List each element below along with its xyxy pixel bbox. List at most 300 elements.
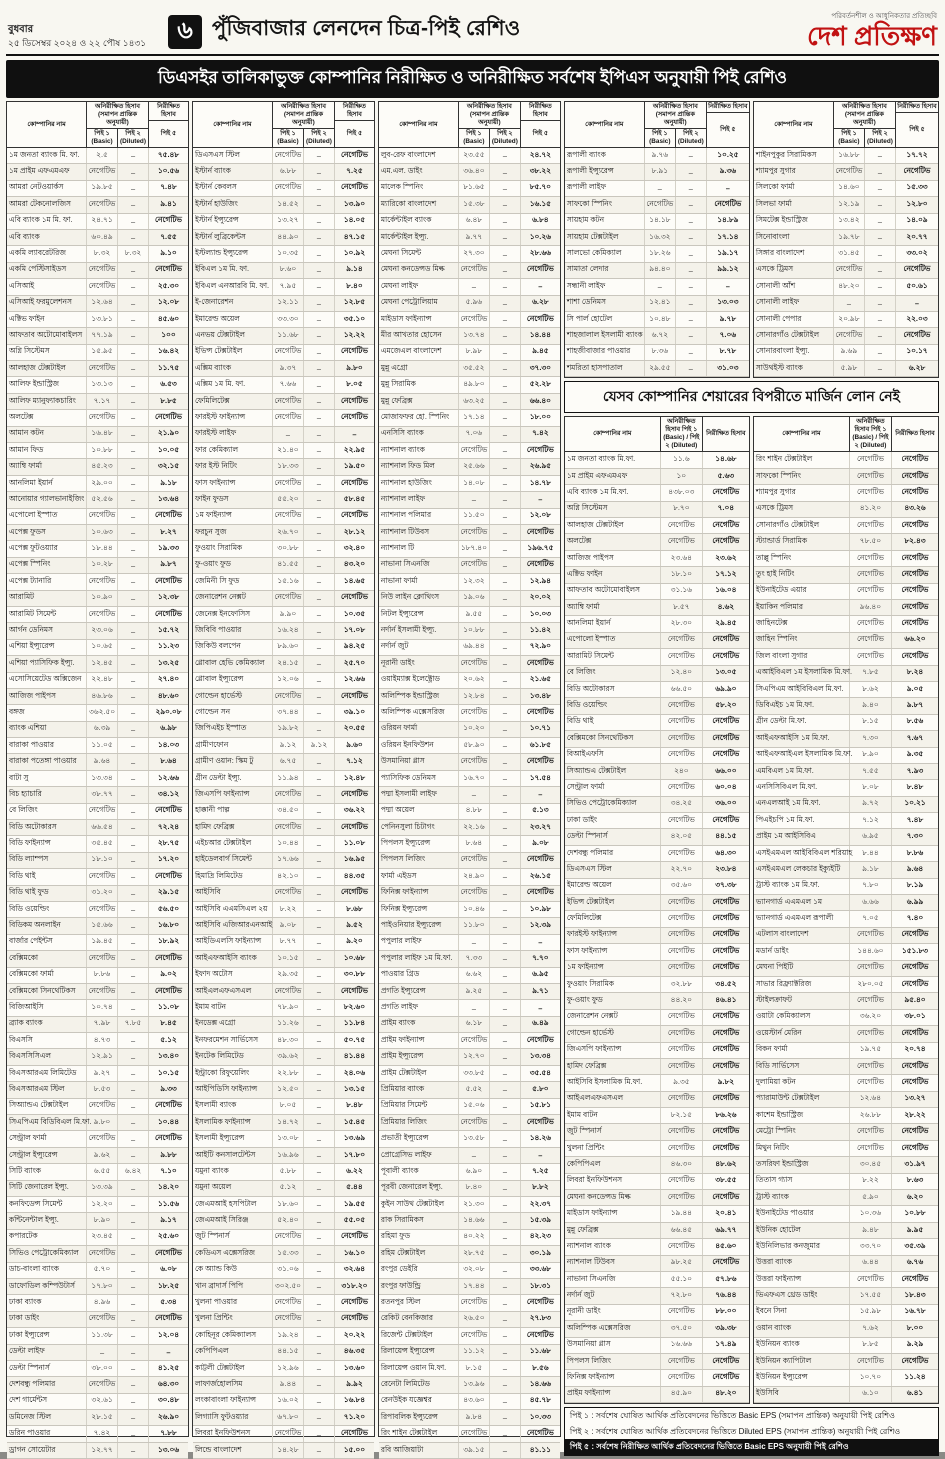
pe-value: ২০.৪১ (715, 1208, 737, 1218)
company-name: ফার্মা এইডস (379, 869, 459, 884)
pe-value: – (304, 820, 335, 835)
pe-value: – (118, 591, 149, 606)
pe-value: – (304, 1213, 335, 1228)
company-name: বিডি ওয়েল্ডিং (565, 698, 661, 713)
company-name: বিডি অটোকারস (565, 682, 661, 697)
company-name: তিতাস গ্যাস (754, 1174, 850, 1189)
pe-value: ১৬.৭০ (459, 771, 490, 786)
company-column-header: কোম্পানির নাম (193, 102, 273, 147)
pe-value: ৮.৯১ (645, 164, 676, 179)
company-name: জেনেক্স ইনফোসিস (193, 607, 273, 622)
company-name: লিবরা ইনফিউশনস (193, 1426, 273, 1441)
table-row (7, 476, 188, 492)
company-name: ইউসিবি (754, 1387, 850, 1402)
pe-value: ৩৬.২২ (343, 805, 366, 815)
table-row (754, 263, 938, 279)
pe-value: ১৪.৬৫ (343, 575, 366, 585)
pe-value: ৪৩.৬০ (459, 1394, 490, 1409)
pe-value: ৩৭.৫০ (661, 1321, 703, 1336)
pe-value: ১২.৩৯ (529, 920, 551, 930)
pe-value: ৭.৮৫ (850, 666, 892, 681)
pe-value: ৫২.২৮ (529, 379, 551, 389)
pe-value: নেগেটিভ (901, 929, 929, 939)
company-name: মডার্ন ডাইং (754, 944, 850, 959)
company-name: ঢাকা ইন্স্যুরেন্স (7, 1328, 87, 1343)
company-name: ফারইস্ট ফাইন্যান্স (193, 410, 273, 425)
table-row (193, 361, 374, 377)
company-name: সিমটেক্স ইন্ডাস্ট্রিজ (754, 214, 834, 229)
company-name: পিপলস লিজিং (565, 1354, 661, 1369)
table-row (754, 879, 938, 895)
table-row (7, 1377, 188, 1393)
pe-value: নেগেটিভ (901, 585, 929, 595)
pe-value: – (118, 722, 149, 737)
table-row (754, 797, 938, 813)
company-name: আইএফআইএল ইসলামিক মি.ফা. (754, 748, 850, 763)
pe-value: ৫৭.৮৬ (715, 1273, 737, 1283)
company-name: আনলিমা ইয়ার্ন (7, 476, 87, 491)
table-row (754, 214, 938, 230)
pe-value: ৮.৪০ (346, 280, 363, 290)
company-name: রেনেটা লিমিটেড (379, 1377, 459, 1392)
company-name: নর্দার্ন ইসলামী ইন্স্যু. (379, 623, 459, 638)
company-name: মোজাফফর হো. স্পিনিং (379, 410, 459, 425)
company-name: সোনালী লাইফ (754, 296, 834, 311)
company-name: উত্তরা ফাইন্যান্স (754, 1272, 850, 1287)
audited-title: নিরীক্ষিত হিসাব (896, 102, 938, 113)
pe2-header: পিই ২ (Diluted) (305, 130, 332, 145)
pe-value: ৬.২৮ (532, 297, 549, 307)
company-name: সিভিও পেট্রোকেমিক্যাল (7, 1246, 87, 1261)
pe-value: – (304, 1000, 335, 1015)
company-name: সেন্ট্রাল ফার্মা (7, 1131, 87, 1146)
pe-value: – (490, 509, 521, 524)
pe-value: ৮.৬০ (273, 263, 304, 278)
pe-value: ৩৩.৮৫ (459, 1066, 490, 1081)
company-name: নূরানী ডাইং (379, 656, 459, 671)
pe-value: ১০.৬৫ (87, 640, 118, 655)
pe-value: নেগেটিভ (903, 264, 931, 274)
pe-value: নেগেটিভ (903, 329, 931, 339)
pe-value: ১৮.২৫ (157, 1280, 180, 1290)
pe-value: – (490, 1246, 521, 1261)
table-row (754, 230, 938, 246)
company-name: মেট্রো স্পিনিং (754, 1124, 850, 1139)
pe-value: নেগেটিভ (526, 264, 554, 274)
pe-value: ১১.৫০ (459, 509, 490, 524)
pe-value: ১২.৫০ (273, 1082, 304, 1097)
pe-value: নেগেটিভ (340, 985, 368, 995)
pe-value: ১২.৭৭ (87, 1443, 118, 1458)
company-name: এনএলআই ১ম মি.ফা. (754, 797, 850, 812)
pe-value: ২.৫ (87, 148, 118, 163)
pe-value: – (304, 345, 335, 360)
pe-value: ৬.৭২ (645, 328, 676, 343)
company-name: ইভিন্স টেক্সটাইল (565, 895, 661, 910)
pe-value: ২৯.৩৫ (273, 968, 304, 983)
company-name: আইএলএফএসএল (193, 984, 273, 999)
pe-value: – (490, 656, 521, 671)
pe-value: ৭.৪৮ (906, 814, 924, 824)
pe-value: ৫.৭০ (87, 1263, 118, 1278)
company-name: জিল বাংলা সুগার (754, 649, 850, 664)
company-name: ফাস ফাইন্যান্স (565, 944, 661, 959)
pe-value: নেগেটিভ (712, 1355, 740, 1365)
pe-value: – (166, 1347, 171, 1357)
table-row (7, 509, 188, 525)
company-name: এসোসিয়েটেড অক্সিজেন (7, 673, 87, 688)
pe-value: – (118, 705, 149, 720)
pe-value: ৯৮.২৫ (661, 1256, 703, 1271)
table-row (379, 181, 560, 197)
table-row (754, 977, 938, 993)
company-name: সিএপিএম বিডিবিএল মি.ফা. (7, 1115, 87, 1130)
table-row (754, 600, 938, 616)
company-name: শাইনপুকুর সিরামিকস (754, 148, 834, 163)
pe-value: ৫.৮৮ (273, 1164, 304, 1179)
table-row (379, 1279, 560, 1295)
table-row (193, 673, 374, 689)
pe-value: – (304, 541, 335, 556)
pe-value: – (490, 1017, 521, 1032)
table-row (565, 600, 749, 616)
pe-value: – (118, 771, 149, 786)
table-row (379, 902, 560, 918)
table-row (565, 780, 749, 796)
table-row (754, 748, 938, 764)
company-name: পাওয়ার গ্রিড (379, 968, 459, 983)
company-name: কাট্টলী টেক্সটাইল (193, 1361, 273, 1376)
audited-column-header (896, 102, 938, 147)
table-row (565, 485, 749, 501)
pe-value: ২২.১৬ (459, 820, 490, 835)
pe-value: – (490, 410, 521, 425)
company-name: কন্টিনেন্টাল ইন্স্যু. (7, 1213, 87, 1228)
pe-value: ২৯.০০ (87, 476, 118, 491)
unaudited-column-header (834, 102, 896, 147)
company-name: হিমাদ্রি লিমিটেড (193, 869, 273, 884)
pe-value: – (304, 754, 335, 769)
company-name: অলটেক্স (565, 534, 661, 549)
table-row (7, 492, 188, 508)
pe-value: ৮.০০ (906, 1322, 924, 1332)
company-name: ইউনিয়ন ক্যাপিটাল (754, 1354, 850, 1369)
pe-value: নেগেটিভ (712, 634, 740, 644)
company-name: জুট স্পিনার্স (193, 1230, 273, 1245)
pe-value: নেগেটিভ (901, 601, 929, 611)
table-row (565, 1157, 749, 1173)
pe-value: – (304, 1295, 335, 1310)
table-row (379, 492, 560, 508)
table-row (7, 443, 188, 459)
pe-value: – (118, 1295, 149, 1310)
pe-value: ১০.২৫ (717, 149, 739, 159)
pe-value: ১১.০৮ (343, 838, 366, 848)
right-column-group (564, 101, 939, 1452)
company-name: প্রগতি ইন্স্যুরেন্স (379, 984, 459, 999)
pe-value: নেগেটিভ (87, 263, 118, 278)
table-row (754, 682, 938, 698)
pe-value: – (304, 492, 335, 507)
table-body (379, 148, 560, 1459)
pe-value: ২৮.২২ (904, 1109, 926, 1119)
pe-value: – (118, 1115, 149, 1130)
company-name: ফু-ওয়াং ফুড (193, 558, 273, 573)
company-name: ফেমিলিটেক্স (565, 911, 661, 926)
table-row (7, 1312, 188, 1328)
table-body (754, 148, 938, 377)
table-row (379, 1312, 560, 1328)
pe-value: ৯৯.১২ (717, 264, 739, 274)
pe-value: নেগেটিভ (661, 633, 703, 648)
pe-value: – (676, 328, 707, 343)
pe-value: – (490, 148, 521, 163)
table-header (565, 102, 749, 148)
pe-value: ১৬.৬৬ (661, 1338, 703, 1353)
table-row (379, 558, 560, 574)
company-name: ডিবিএইচ ১ম মি.ফা. (754, 698, 850, 713)
pe-value: নেগেটিভ (526, 1034, 554, 1044)
pe-value: ২৫.৬০ (157, 1231, 180, 1241)
pe-value: ১৪.৪৪ (529, 329, 551, 339)
pe-value: ১০.৯০ (87, 591, 118, 606)
table-row (754, 1157, 938, 1173)
pe-value: – (538, 282, 543, 292)
pe-value: ১০.৪৪ (157, 1116, 180, 1126)
company-name: সি পার্ল হোটেল (565, 312, 645, 327)
pe-value: ১৮৭.৪০ (459, 541, 490, 556)
pe-value: ৯.৮৮ (160, 1149, 177, 1159)
pe-value: নেগেটিভ (155, 1100, 182, 1110)
pe-value: ৫৬.৫০ (157, 903, 180, 913)
table-row (754, 862, 938, 878)
company-name: এনসিসি ব্যাংক (379, 427, 459, 442)
company-name: সাফকো স্পিনিং (754, 469, 850, 484)
table-row (754, 1321, 938, 1337)
table-row (193, 246, 374, 262)
pe-value: – (304, 197, 335, 212)
pe-value: ১২.২০ (87, 1197, 118, 1212)
pe-value: – (118, 1426, 149, 1441)
company-name: ফাইন ফুডস (193, 492, 273, 507)
pe-value: ৩৫.৩৯ (904, 1240, 926, 1250)
pe5-header: পিই ৫ (720, 126, 736, 133)
table-row (565, 977, 749, 993)
company-name: ন্যাশনাল ব্যাংক (565, 1239, 661, 1254)
company-name: ড্রাগন সোয়েটার (7, 1443, 87, 1458)
company-name: প্রগতি লাইফ (379, 1000, 459, 1015)
pe-value: ৯.২০ (346, 936, 363, 946)
pe-value: ৬.৯৯ (906, 896, 924, 906)
company-name: প্যাসিফিক ডেনিমস (379, 771, 459, 786)
table-row (565, 666, 749, 682)
company-name: উসমানিয়া গ্লাস (379, 754, 459, 769)
table-row (565, 1075, 749, 1091)
company-name: সিঅ্যান্ডএ টেক্সটাইল (7, 1099, 87, 1114)
pe-value: নেগেটিভ (661, 1141, 703, 1156)
table-row (754, 1124, 938, 1140)
pe-value: নেগেটিভ (87, 1099, 118, 1114)
pe-value: ২২.৭০ (661, 862, 703, 877)
pe-value: নেগেটিভ (712, 814, 740, 824)
pe-value: ৭.৩০ (906, 831, 924, 841)
pe-value: ৫০.৬১ (906, 280, 928, 290)
pe-value: – (118, 509, 149, 524)
company-name: ন্যাশনাল লাইফ (379, 492, 459, 507)
pe-value: – (490, 558, 521, 573)
pe-value: ৬৯.৭৭ (715, 1224, 737, 1234)
table-row (379, 148, 560, 164)
pe-value: নেগেটিভ (459, 656, 490, 671)
pe-value: ২০.৫৫ (343, 723, 366, 733)
pe-value: নেগেটিভ (340, 1428, 368, 1438)
pe-value: ৯.২৭ (87, 1066, 118, 1081)
company-column-header: কোম্পানির নাম (565, 102, 645, 147)
pe-value: নেগেটিভ (661, 1026, 703, 1041)
table-row (379, 1328, 560, 1344)
table-row (193, 656, 374, 672)
pe-value: ৭.৩০ (850, 731, 892, 746)
table-row (754, 1190, 938, 1206)
table-row (754, 1075, 938, 1091)
pe-value: ১৯.৪৫ (87, 935, 118, 950)
table-row (565, 246, 749, 262)
company-name: সিএপিএম আইবিবিএল মি.ফা. (754, 682, 850, 697)
company-name: খুলনা প্রিন্টিং (193, 1312, 273, 1327)
footnote-pe1: পিই ১ : সর্বশেষ ঘোষিত আর্থিক প্রতিবেদনের ভিত্তিতে Basic EPS (সমাপন প্রান্তিক) অনুযায়ী পিই রেশিও (569, 1411, 895, 1421)
company-name: জুট স্পিনার্স (565, 1124, 661, 1139)
table-row (193, 459, 374, 475)
pe-value: ৫.১২ (273, 1181, 304, 1196)
table-row (193, 1394, 374, 1410)
company-name: আইসিবি (193, 886, 273, 901)
pe-value: ২৩.৮৪ (715, 863, 737, 873)
table-row (7, 1164, 188, 1180)
pe-value: ১২.৩২ (459, 574, 490, 589)
pe-table-column-1 (6, 101, 189, 1456)
table-row (379, 673, 560, 689)
pe-value: ৮৯.৬০ (273, 640, 304, 655)
company-name: রহিমা ফুড (379, 1230, 459, 1245)
pe-table-column-3 (378, 101, 561, 1456)
pe-value: – (490, 1394, 521, 1409)
table-row (7, 1148, 188, 1164)
pe-value: ৯.৬৪ (87, 754, 118, 769)
table-row (565, 1338, 749, 1354)
pe-value: – (490, 591, 521, 606)
table-row (565, 1256, 749, 1272)
table-row (379, 623, 560, 639)
pe-value: – (118, 853, 149, 868)
pe-value: ১৮.৩১ (529, 1280, 551, 1290)
company-name: ন্যাশনাল পলিমার (379, 509, 459, 524)
pe-value: নেগেটিভ (87, 607, 118, 622)
pe-value: নেগেটিভ (273, 148, 304, 163)
table-row (565, 214, 749, 230)
company-name: ওরিয়ন ইনফিউশন (379, 738, 459, 753)
pe-value: ৩৩.৬৮ (529, 1264, 551, 1274)
pe-value: ১৩.৪৮ (529, 690, 551, 700)
pe-value: ৯.১৭ (160, 1215, 177, 1225)
table-row (379, 459, 560, 475)
pe-value: – (118, 1099, 149, 1114)
pe-value: ৫.১২ (160, 1034, 177, 1044)
company-name: আইটি কনসালটেন্টস (193, 1148, 273, 1163)
pe-value: ১২.৭০ (459, 1049, 490, 1064)
company-name: মেঘনা কনডেন্সড মিল্ক (565, 1190, 661, 1205)
pe-value: – (118, 263, 149, 278)
pe-value: ১৪.৬০ (834, 181, 865, 196)
company-name: ডরিন পাওয়ার (7, 1426, 87, 1441)
company-name: নাভানা ফার্মা (379, 574, 459, 589)
pe-value: ৪১.২০ (850, 502, 892, 517)
pe-value: – (865, 279, 896, 294)
pe-value: – (676, 214, 707, 229)
pe-value: ৬০.৪৯ (87, 230, 118, 245)
pe-value: ৪৮.৩০ (273, 1033, 304, 1048)
pe-value: ১৬.৮০ (157, 920, 180, 930)
company-name: এপেক্স স্পিনিং (7, 558, 87, 573)
pe-value: ৫০.৭৫ (343, 1034, 366, 1044)
pe-value: ১৪.০৮ (459, 476, 490, 491)
pe-value: ৩৯.৬২ (273, 1049, 304, 1064)
company-name: পদ্মা ইসলামী লাইফ (379, 787, 459, 802)
company-name: রিপাবলিক ইন্স্যুরেন্স (379, 1410, 459, 1425)
pe-value: নেগেটিভ (273, 509, 304, 524)
table-row (565, 944, 749, 960)
table-row (565, 345, 749, 361)
table-row (193, 968, 374, 984)
pe-value: – (304, 886, 335, 901)
pe-value: ৯.৮৪ (459, 1410, 490, 1425)
pe-value: ৭.০৬ (719, 329, 737, 339)
company-name: বিচ হ্যাচারি (7, 787, 87, 802)
table-row (7, 263, 188, 279)
table-row (379, 984, 560, 1000)
company-name: নিটল ইন্স্যুরেন্স (379, 607, 459, 622)
pe-value: ৮.৩৬ (645, 345, 676, 360)
pe-value: – (676, 197, 707, 212)
pe-value: – (490, 1082, 521, 1097)
pe-value: – (304, 1148, 335, 1163)
pe-value: নেগেটিভ (901, 486, 929, 496)
pe-value: ৭.১৭ (87, 394, 118, 409)
pe-value: নেগেটিভ (273, 1312, 304, 1327)
pe-value: নেগেটিভ (273, 591, 304, 606)
company-name: প্রাইম ১ম আইসিবিএ (754, 829, 850, 844)
pe-value: নেগেটিভ (340, 1231, 368, 1241)
company-name: ডেল্টা স্পিনার্স (7, 1361, 87, 1376)
company-name: পিপলস লিজিং (379, 853, 459, 868)
company-name: ওয়ান ব্যাংক (754, 1321, 850, 1336)
pe-value: ২২.৪৮ (87, 673, 118, 688)
company-column-header: কোম্পানির নাম (754, 417, 850, 451)
company-name: গ্লোবাল ইন্স্যুরেন্স (193, 673, 273, 688)
pe-value: ৮.০৮ (850, 780, 892, 795)
pe-value: ১২.৬৪ (850, 1092, 892, 1107)
pe-value: – (676, 345, 707, 360)
pe-value: ১৮.১০ (87, 853, 118, 868)
pe-value: ১৪.৭২ (273, 1115, 304, 1130)
table-row (379, 1377, 560, 1393)
pe-value: ৩৬২.৫০ (87, 705, 118, 720)
company-name: জিবিবি পাওয়ার (193, 623, 273, 638)
pe-value: – (118, 328, 149, 343)
pe-value: ১৭.৪৯ (715, 1339, 737, 1349)
table-header (754, 102, 938, 148)
pe-value: ১৬.৩২ (645, 230, 676, 245)
pe-value: নেগেটিভ (901, 1142, 929, 1152)
